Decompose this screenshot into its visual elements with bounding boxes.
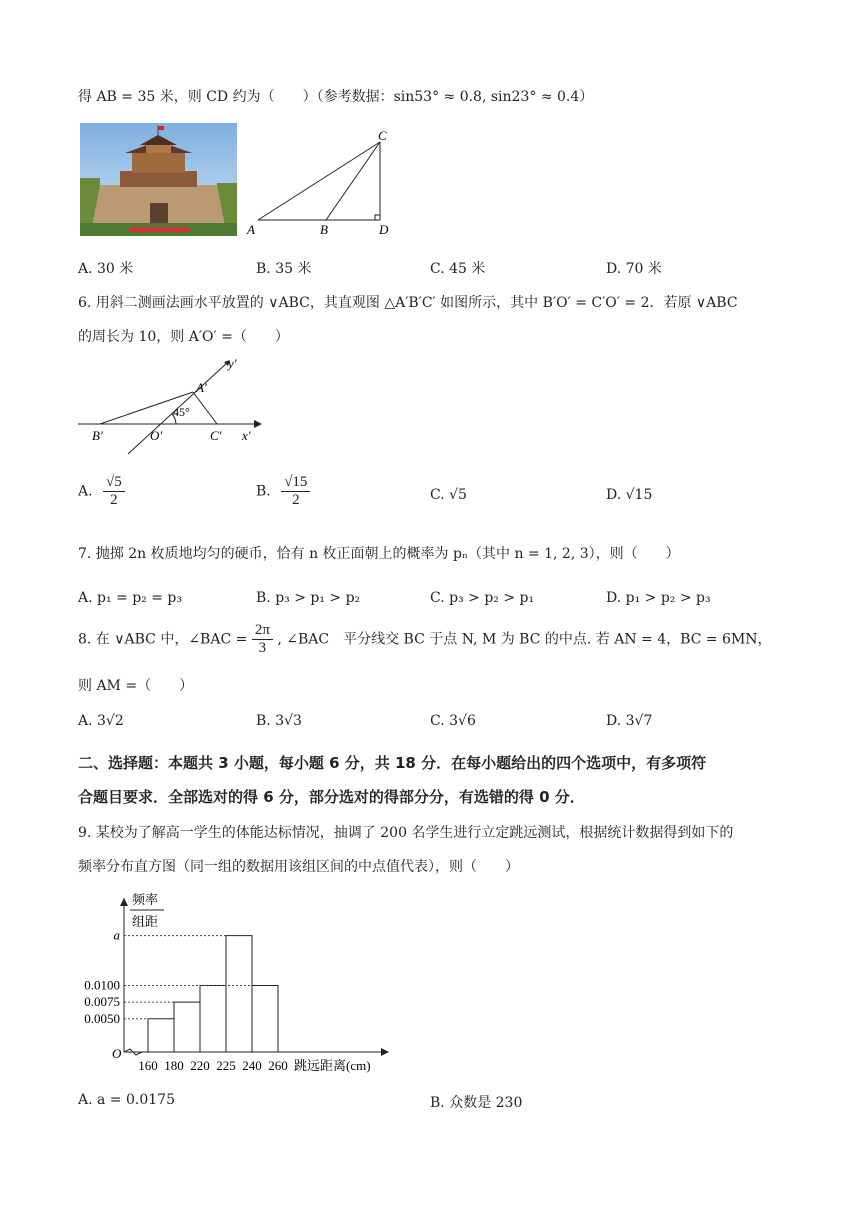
q8-line2: 则 AM =（ ） [78,678,194,694]
label-D: D [379,222,389,237]
label-O-prime: O′ [150,428,163,443]
q6-line2: 的周长为 10，则 A′O′ =（ ） [78,329,289,345]
histogram-bar [252,986,278,1053]
y-label-bottom: 组距 [132,914,159,929]
origin-label: O [112,1046,122,1061]
label-B: B [320,222,328,237]
q5-text: 得 AB = 35 米，则 CD 约为（ ）（参考数据：sin53° ≈ 0.8, sin23° ≈ 0.4） [78,89,594,105]
q6-option-a-label: A. [78,483,93,500]
q5-option-c[interactable]: C. 45 米 [430,261,486,277]
q9-line1: 9. 某校为了解高一学生的体能达标情况，抽调了 200 名学生进行立定跳远测试，根据统计数据得到如下的 [78,825,734,841]
q9-option-a[interactable]: A. a = 0.0175 [78,1092,175,1108]
q7-option-c[interactable]: C. p₃ > p₂ > p₁ [430,590,535,606]
q6-opt-a-den: 2 [110,492,118,508]
q9-option-b[interactable]: B. 众数是 230 [430,1095,523,1111]
x-tick-label: 240 [242,1058,262,1073]
histogram-chart [76,884,406,1080]
label-B-prime: B′ [92,428,103,443]
q6-opt-b-den: 2 [292,492,300,508]
x-tick-label: 160 [138,1058,158,1073]
q8-frac-den: 3 [258,640,267,656]
q6-option-b[interactable] [256,474,310,509]
section2-line2: 合题目要求．全部选对的得 6 分，部分选对的得部分分，有选错的得 0 分． [78,788,585,806]
q8-line1 [78,622,772,657]
q8-frac-num: 2π [252,622,273,640]
triangle-diagram [244,128,404,240]
x-tick-label: 220 [190,1058,210,1073]
q6-option-b-label: B. [256,483,271,500]
y-tick-label: a [113,927,120,943]
x-tick-label: 180 [164,1058,184,1073]
histogram-bar [174,1002,200,1052]
y-tick-label: 0.0075 [84,994,120,1010]
histogram-bar [226,936,252,1052]
q7-option-b[interactable]: B. p₃ > p₁ > p₂ [256,590,361,606]
building-photo [80,123,237,236]
q6-line1: 6. 用斜二测画法画水平放置的 ∨ABC，其直观图 △A′B′C′ 如图所示，其中 B′O′ = C′O′ = 2．若原 ∨ABC [78,295,738,311]
histogram-bar [200,986,226,1053]
q5-option-d[interactable]: D. 70 米 [606,261,662,277]
q8-option-b[interactable]: B. 3√3 [256,713,302,729]
label-y: y′ [228,356,237,371]
q5-option-b[interactable]: B. 35 米 [256,261,312,277]
y-axis-arrow [120,898,128,906]
section2-line1: 二、选择题：本题共 3 小题，每小题 6 分，共 18 分．在每小题给出的四个选项中，有多项符 [78,754,707,772]
y-tick-label: 0.0050 [84,1010,120,1026]
x-tick-label: 260 [268,1058,288,1073]
label-A: A [247,222,255,237]
q8-line1-post: , ∠BAC 平分线交 BC 于点 N, M 为 BC 的中点. 若 AN = 4，BC = 6MN， [277,631,772,648]
q8-option-d[interactable]: D. 3√7 [606,713,653,729]
q5-option-a[interactable]: A. 30 米 [78,261,134,277]
q8-line1-pre: 8. 在 ∨ABC 中，∠BAC = [78,631,248,648]
histogram-bar [148,1019,174,1052]
q7-option-d[interactable]: D. p₁ > p₂ > p₃ [606,590,711,606]
x-axis-label: 跳远距离(cm) [294,1058,371,1073]
q6-opt-b-num: √15 [281,474,310,492]
y-label-top: 频率 [132,892,159,907]
label-A-prime: A′ [196,380,207,395]
oblique-diagram [78,354,268,458]
q6-option-c[interactable]: C. √5 [430,487,467,503]
label-x: x′ [242,428,251,443]
label-C-prime: C′ [210,428,222,443]
q8-option-a[interactable]: A. 3√2 [78,713,124,729]
q8-option-c[interactable]: C. 3√6 [430,713,476,729]
y-tick-label: 0.0100 [84,977,120,993]
q6-option-d[interactable]: D. √15 [606,487,653,503]
q7-text: 7. 抛掷 2n 枚质地均匀的硬币，恰有 n 枚正面朝上的概率为 pₙ（其中 n = 1, 2, 3），则（ ） [78,546,680,562]
x-tick-label: 225 [216,1058,236,1073]
label-45: 45° [173,405,190,419]
x-axis-arrow [381,1048,389,1056]
q7-option-a[interactable]: A. p₁ = p₂ = p₃ [78,590,182,606]
q9-line2: 频率分布直方图（同一组的数据用该组区间的中点值代表），则（ ） [78,859,519,875]
q6-option-a[interactable] [78,474,125,509]
q6-opt-a-num: √5 [103,474,125,492]
label-C: C [378,128,387,143]
